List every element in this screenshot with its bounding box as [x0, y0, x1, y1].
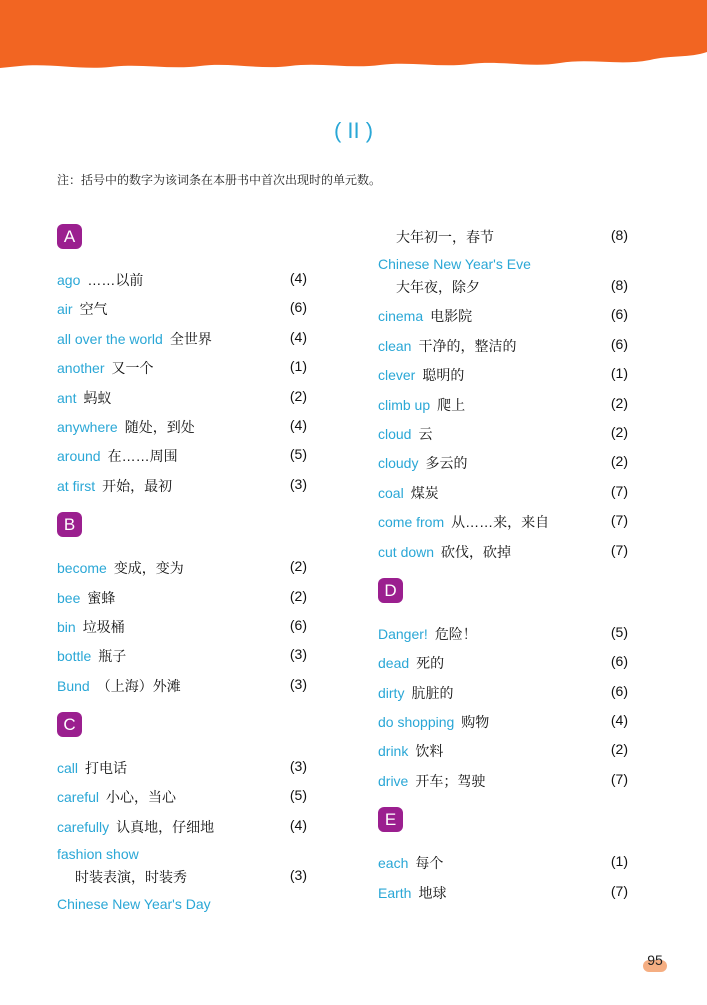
glossary-entry: [378, 735, 628, 764]
entry-english: Chinese New Year's Day: [57, 896, 211, 913]
glossary-entry: [378, 300, 628, 329]
entry-chinese: 小心，当心: [106, 789, 177, 806]
entry-chinese: 变成，变为: [113, 560, 184, 577]
entry-line: [57, 299, 108, 319]
footnote: 注：括号中的数字为该词条在本册书中首次出现时的单元数。: [57, 173, 382, 187]
entry-line: [378, 712, 489, 732]
entry-unit: (5): [289, 787, 307, 804]
entry-english: cloudy: [378, 455, 419, 472]
entry-unit: (4): [289, 416, 307, 433]
entry-english: clean: [378, 337, 412, 354]
glossary-entry: [378, 250, 628, 300]
glossary-entry: [57, 890, 307, 919]
entry-english: do shopping: [378, 714, 455, 731]
entry-english: bee: [57, 589, 81, 606]
entry-unit: (6): [289, 299, 307, 316]
entry-english: fashion show: [57, 846, 139, 863]
glossary-entry: [57, 440, 307, 469]
entry-line: [378, 424, 432, 444]
entry-english: dirty: [378, 684, 405, 701]
entry-line: [57, 588, 115, 608]
entry-unit: (4): [289, 328, 307, 345]
letter-badge-a: A: [57, 224, 82, 249]
entry-chinese: 危险！: [434, 625, 477, 642]
right-column: [378, 221, 628, 906]
entry-line: [57, 417, 195, 437]
entry-unit: (2): [610, 394, 628, 411]
entry-chinese: 肮脏的: [411, 684, 454, 701]
entry-chinese: 随处，到处: [124, 418, 195, 435]
entry-line: [378, 395, 465, 415]
entry-line: [378, 365, 464, 385]
entry-line: [57, 476, 172, 496]
entry-unit: (5): [289, 446, 307, 463]
entry-line: [378, 512, 549, 532]
entry-english: climb up: [378, 396, 431, 413]
entry-chinese: 打电话: [85, 760, 128, 777]
entry-chinese: 大年初一，春节: [396, 230, 494, 246]
entry-english: become: [57, 560, 107, 577]
glossary-entry: [378, 536, 628, 565]
entry-line: [57, 388, 111, 408]
entry-english: ant: [57, 389, 77, 406]
glossary-entry: [378, 330, 628, 359]
entry-chinese: 购物: [461, 714, 490, 731]
entry-english: all over the world: [57, 330, 163, 347]
entry-unit: (3): [289, 758, 307, 775]
orange-header-banner: [0, 0, 707, 80]
entry-chinese: 电影院: [430, 308, 473, 325]
section-d-list: [378, 618, 628, 794]
glossary-entry: [378, 847, 628, 876]
entry-line: [378, 771, 485, 791]
entry-chinese: 干净的，整洁的: [418, 337, 517, 354]
entry-unit: (4): [289, 270, 307, 286]
letter-badge-b: B: [57, 512, 82, 537]
glossary-entry: [378, 447, 628, 476]
entry-english: cut down: [378, 543, 435, 560]
entry-unit: (6): [610, 653, 628, 670]
glossary-entry: [378, 618, 628, 647]
entry-unit: (3): [289, 475, 307, 492]
entry-line: [378, 336, 516, 356]
glossary-entry: [57, 411, 307, 440]
section-b-list: [57, 552, 307, 699]
entry-english: carefully: [57, 818, 110, 835]
entry-line: [378, 306, 472, 326]
glossary-entry: [378, 677, 628, 706]
entry-english: ago: [57, 272, 81, 288]
entry-english: coal: [378, 484, 404, 501]
entry-unit: (6): [610, 682, 628, 699]
glossary-entry: [378, 418, 628, 447]
glossary-entry: [57, 293, 307, 322]
entry-unit: (1): [610, 365, 628, 382]
glossary-entry: [57, 670, 307, 699]
entry-unit: (2): [610, 741, 628, 758]
entry-chinese: 在……周围: [107, 448, 178, 465]
entry-line: [378, 683, 453, 703]
entry-unit: (4): [610, 712, 628, 729]
entry-english: air: [57, 301, 73, 318]
entry-line: [378, 883, 446, 903]
glossary-entry: [378, 706, 628, 735]
entry-chinese: 蜜蜂: [87, 589, 116, 606]
entry-chinese: （上海）外滩: [96, 677, 181, 694]
entry-chinese: 从……来，来自: [451, 514, 550, 531]
entry-line: [57, 617, 125, 637]
entry-english: drink: [378, 743, 409, 760]
glossary-entry: [378, 877, 628, 906]
glossary-entry: [378, 647, 628, 676]
entry-english: dead: [378, 655, 410, 672]
entry-chinese: ……以前: [87, 272, 144, 288]
entry-unit: (2): [610, 453, 628, 470]
section-d-header: [378, 575, 628, 618]
entry-unit: (3): [289, 646, 307, 663]
entry-chinese: 聪明的: [422, 367, 465, 384]
entry-english: around: [57, 448, 101, 465]
entry-line: [57, 270, 143, 290]
glossary-entry: [57, 582, 307, 611]
entry-chinese: 时装表演，时装秀: [75, 870, 187, 887]
section-e-list: [378, 847, 628, 906]
glossary-entry: [57, 323, 307, 352]
entry-chinese: 饮料: [415, 743, 444, 760]
letter-badge-c: C: [57, 712, 82, 737]
entry-english: Danger!: [378, 625, 428, 642]
entry-unit: (3): [289, 675, 307, 692]
entry-english: bottle: [57, 648, 92, 665]
letter-badge-e: E: [378, 807, 403, 832]
entry-unit: (3): [289, 867, 307, 884]
entry-unit: (6): [289, 616, 307, 633]
entry-unit: (7): [610, 882, 628, 899]
entry-line: [57, 787, 176, 807]
glossary-entry-continued: [378, 221, 628, 250]
page-title: ( II ): [333, 118, 374, 143]
entry-unit: (5): [610, 623, 628, 640]
glossary-entry: [57, 781, 307, 810]
entry-line: [378, 741, 443, 761]
entry-unit: (8): [610, 277, 628, 294]
entry-line: [57, 758, 127, 778]
entry-unit: (1): [289, 358, 307, 375]
page-number-text: 95: [647, 952, 663, 968]
entry-english: call: [57, 760, 79, 777]
entry-unit: (2): [289, 587, 307, 604]
glossary-entry: [57, 352, 307, 381]
entry-line: [378, 853, 443, 873]
glossary-entry: [57, 840, 307, 890]
page-number: [643, 952, 667, 974]
section-c-list-cont: [378, 300, 628, 565]
entry-line: [378, 624, 477, 644]
entry-chinese: 大年夜，除夕: [396, 280, 480, 297]
entry-english: at first: [57, 477, 96, 494]
section-c-header: [57, 709, 307, 752]
entry-unit: (2): [289, 387, 307, 404]
entry-unit: (4): [289, 816, 307, 833]
entry-line: [378, 653, 444, 673]
entry-chinese: 云: [418, 425, 433, 442]
entry-unit: (6): [610, 335, 628, 352]
glossary-entry: [57, 811, 307, 840]
glossary-entry: [378, 765, 628, 794]
glossary-entry: [378, 389, 628, 418]
entry-line: [378, 542, 511, 562]
entry-unit: (2): [610, 423, 628, 440]
section-a-header: [57, 221, 307, 264]
section-c-list: [57, 752, 307, 840]
entry-chinese: 认真地，仔细地: [116, 818, 215, 835]
entry-english: cinema: [378, 308, 424, 325]
entry-unit: (7): [610, 512, 628, 529]
entry-line: [57, 676, 181, 696]
entry-english: cloud: [378, 425, 412, 442]
entry-chinese: 死的: [416, 655, 445, 672]
entry-chinese: 蚂蚁: [83, 389, 112, 406]
entry-chinese: 爬上: [437, 396, 466, 413]
letter-badge-d: D: [378, 578, 403, 603]
glossary-entry: [57, 611, 307, 640]
section-a-list: [57, 264, 307, 499]
glossary-entry: [378, 506, 628, 535]
entry-english: drive: [378, 772, 409, 789]
entry-unit: (1): [610, 853, 628, 870]
glossary-entry: [57, 752, 307, 781]
glossary-entry: [57, 470, 307, 499]
entry-chinese: 每个: [415, 855, 444, 872]
entry-chinese: 地球: [418, 884, 447, 901]
entry-unit: (8): [610, 227, 628, 243]
entry-english: another: [57, 360, 105, 377]
left-column: [57, 221, 307, 920]
entry-unit: (2): [289, 558, 307, 575]
entry-line: [57, 329, 212, 349]
entry-chinese: 瓶子: [98, 648, 127, 665]
entry-chinese: 垃圾桶: [82, 618, 125, 635]
entry-unit: (6): [610, 306, 628, 323]
entry-english: come from: [378, 514, 445, 531]
entry-english: clever: [378, 367, 416, 384]
entry-line: [378, 483, 439, 503]
section-e-header: [378, 804, 628, 847]
entry-chinese: 多云的: [425, 455, 468, 472]
glossary-entry: [57, 264, 307, 293]
entry-english: careful: [57, 789, 100, 806]
entry-line: [378, 453, 467, 473]
entry-chinese: 煤炭: [410, 484, 439, 501]
entry-line: [57, 446, 178, 466]
glossary-entry: [57, 640, 307, 669]
entry-chinese: 开始，最初: [102, 477, 173, 494]
entry-english: Chinese New Year's Eve: [378, 256, 531, 273]
entry-unit: (7): [610, 541, 628, 558]
glossary-entry: [378, 477, 628, 506]
entry-line: [57, 646, 126, 666]
entry-line: [57, 558, 184, 578]
glossary-entry: [57, 552, 307, 581]
glossary-entry: [57, 382, 307, 411]
entry-chinese: 开车；驾驶: [415, 772, 486, 789]
entry-chinese: 全世界: [169, 330, 212, 347]
entry-english: Bund: [57, 677, 90, 694]
entry-line: [57, 817, 214, 837]
entry-unit: (7): [610, 770, 628, 787]
glossary-entry: [378, 359, 628, 388]
entry-chinese: 砍伐，砍掉: [441, 543, 512, 560]
entry-chinese: 空气: [79, 301, 108, 318]
entry-english: Earth: [378, 884, 412, 901]
entry-english: bin: [57, 618, 76, 635]
entry-unit: (7): [610, 482, 628, 499]
entry-chinese: 又一个: [111, 360, 154, 377]
entry-english: anywhere: [57, 418, 118, 435]
entry-english: each: [378, 855, 409, 872]
entry-line: [57, 358, 153, 378]
section-b-header: [57, 509, 307, 552]
